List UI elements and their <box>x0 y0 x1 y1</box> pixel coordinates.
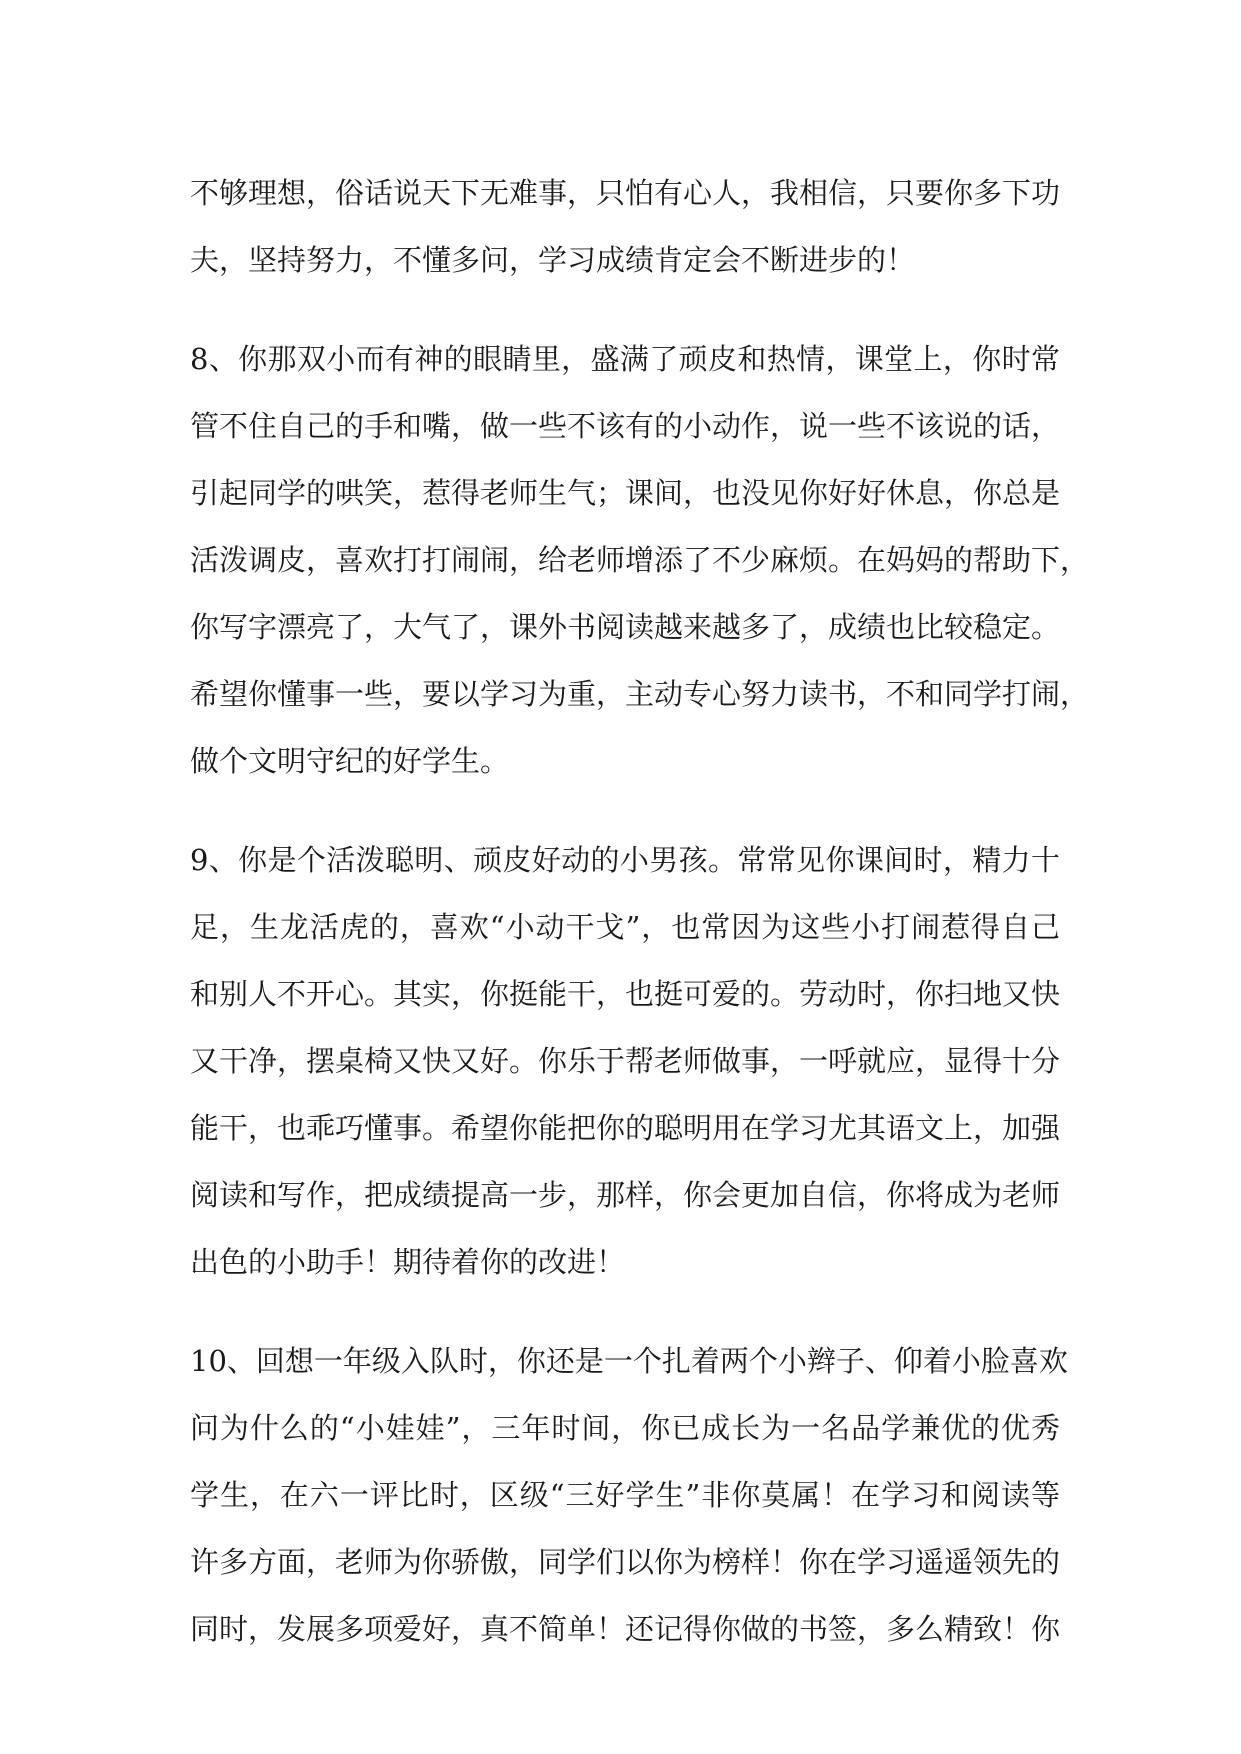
text-line: 同时，发展多项爱好，真不简单！还记得你做的书签，多么精致！你 <box>190 1612 1061 1646</box>
text-line: 能干，也乖巧懂事。希望你能把你的聪明用在学习尤其语文上，加强 <box>190 1111 1061 1145</box>
paragraph-item-8 <box>190 326 1090 795</box>
text-line: 问为什么的“小娃娃”，三年时间，你已成长为一名品学兼优的优秀 <box>190 1411 1060 1445</box>
text-line: 许多方面，老师为你骄傲，同学们以你为榜样！你在学习遥遥领先的 <box>190 1545 1061 1579</box>
text-line: 学生，在六一评比时，区级“三好学生”非你莫属！在学习和阅读等 <box>190 1478 1060 1512</box>
text-line: 夫，坚持努力，不懂多问，学习成绩肯定会不断进步的！ <box>190 243 916 277</box>
document-body <box>190 160 1090 1695</box>
text-line: 9、你是个活泼聪明、顽皮好动的小男孩。常常见你课间时，精力十 <box>190 843 1060 877</box>
paragraph-item-9 <box>190 827 1060 1296</box>
text-line: 出色的小助手！期待着你的改进！ <box>190 1245 626 1279</box>
text-line: 10、回想一年级入队时，你还是一个扎着两个小辫子、仰着小脸喜欢 <box>190 1344 1068 1378</box>
text-line: 活泼调皮，喜欢打打闹闹，给老师增添了不少麻烦。在妈妈的帮助下， <box>190 543 1090 577</box>
text-line: 不够理想，俗话说天下无难事，只怕有心人，我相信，只要你多下功 <box>190 176 1061 210</box>
text-line: 引起同学的哄笑，惹得老师生气；课间，也没见你好好休息，你总是 <box>190 476 1061 510</box>
text-line: 管不住自己的手和嘴，做一些不该有的小动作，说一些不该说的话， <box>190 409 1061 443</box>
paragraph-continuation <box>190 160 1060 294</box>
text-line: 阅读和写作，把成绩提高一步，那样，你会更加自信，你将成为老师 <box>190 1178 1061 1212</box>
text-line: 又干净，摆桌椅又快又好。你乐于帮老师做事，一呼就应，显得十分 <box>190 1044 1061 1078</box>
text-line: 8、你那双小而有神的眼睛里，盛满了顽皮和热情，课堂上，你时常 <box>190 342 1060 376</box>
text-line: 你写字漂亮了，大气了，课外书阅读越来越多了，成绩也比较稳定。 <box>190 610 1061 644</box>
text-line: 做个文明守纪的好学生。 <box>190 744 510 778</box>
text-line: 希望你懂事一些，要以学习为重，主动专心努力读书，不和同学打闹， <box>190 677 1090 711</box>
text-line: 和别人不开心。其实，你挺能干，也挺可爱的。劳动时，你扫地又快 <box>190 977 1061 1011</box>
paragraph-item-10 <box>190 1328 1068 1663</box>
text-line: 足，生龙活虎的，喜欢“小动干戈”，也常因为这些小打闹惹得自己 <box>190 910 1060 944</box>
